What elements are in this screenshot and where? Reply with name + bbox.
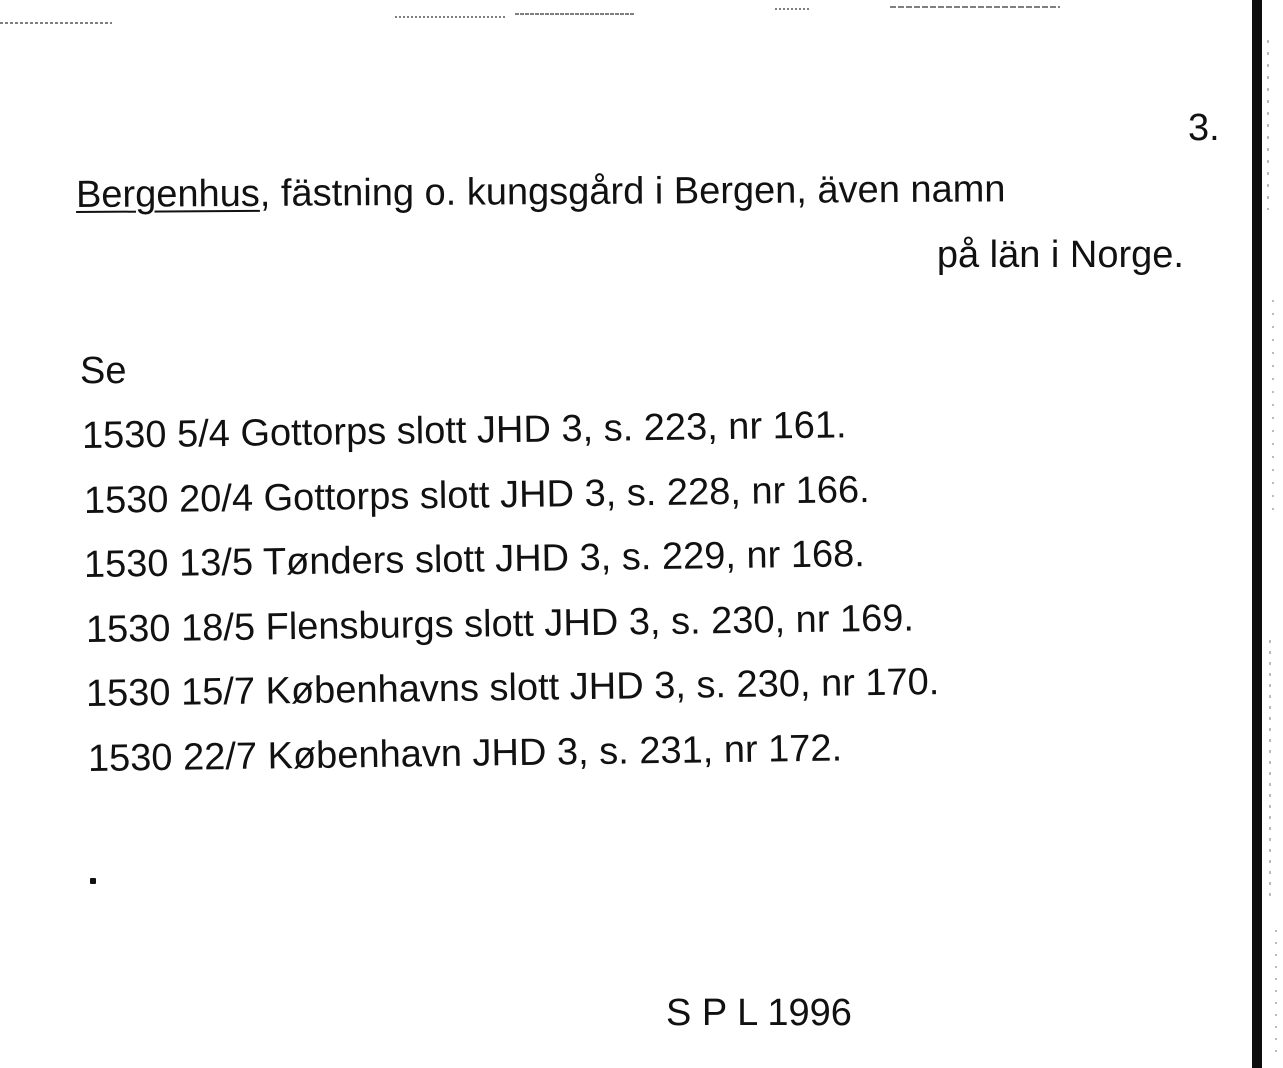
reference-list	[82, 404, 939, 791]
reference-item: 1530 5/4 Gottorps slott JHD 3, s. 223, nr 161.	[81, 404, 847, 457]
entry-title	[76, 166, 1006, 218]
entry-description-continuation: på län i Norge.	[936, 234, 1184, 276]
reference-item: 1530 15/7 Københavns slott JHD 3, s. 230, nr 170.	[85, 661, 940, 715]
see-also-label: Se	[80, 350, 127, 392]
reference-item: 1530 18/5 Flensburgs slott JHD 3, s. 230, nr 169.	[85, 596, 915, 651]
card-number: 3.	[1188, 107, 1220, 149]
scan-artifact-right-edge	[1252, 0, 1262, 1068]
signature-and-year: S P L 1996	[666, 992, 852, 1034]
scan-artifact-right-noise	[1264, 0, 1283, 1068]
reference-item: 1530 22/7 København JHD 3, s. 231, nr 172.	[87, 726, 843, 780]
entry-keyword: Bergenhus	[75, 172, 260, 216]
scan-artifact-top-edge	[0, 0, 1283, 28]
reference-item: 1530 20/4 Gottorps slott JHD 3, s. 228, nr 166.	[83, 468, 870, 522]
reference-item: 1530 13/5 Tønders slott JHD 3, s. 229, nr 168.	[83, 533, 866, 586]
entry-description: , fästning o. kungsgård i Bergen, även namn	[259, 168, 1006, 215]
stray-ink-dot	[90, 878, 96, 884]
